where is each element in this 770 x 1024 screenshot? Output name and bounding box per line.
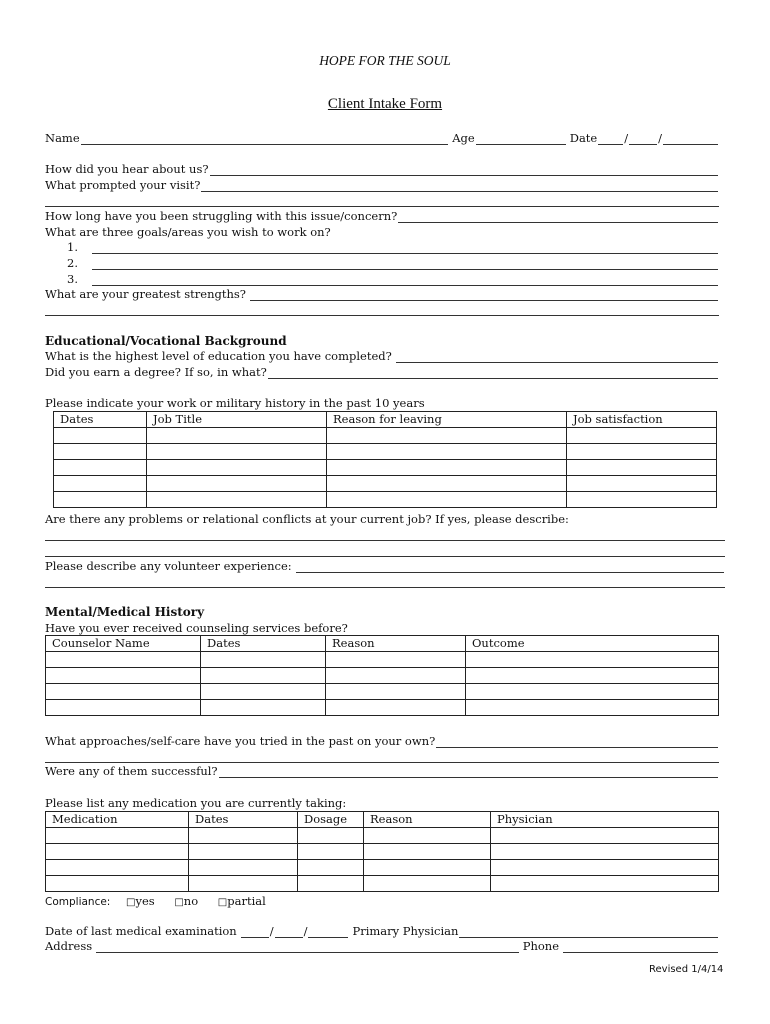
table-cell[interactable] [364, 860, 491, 876]
table-cell[interactable] [491, 860, 719, 876]
exam-month-field[interactable] [241, 926, 269, 938]
organization-name: HOPE FOR THE SOUL [319, 53, 451, 68]
table-cell[interactable] [567, 476, 717, 492]
phone-label: Phone [522, 939, 559, 953]
table-cell[interactable] [189, 860, 298, 876]
work-history-label: Please indicate your work or military history in the past 10 years [45, 396, 425, 410]
table-cell[interactable] [147, 492, 327, 508]
volunteer-field[interactable] [296, 561, 724, 573]
last-exam-row [45, 924, 719, 938]
strengths-extra-line[interactable] [45, 315, 719, 316]
column-header: Dates [201, 636, 326, 652]
table-cell[interactable] [567, 460, 717, 476]
hear-about-row [45, 162, 719, 176]
medical-heading: Mental/Medical History [45, 605, 205, 619]
compliance-label: Compliance: [45, 896, 111, 908]
table-cell[interactable] [466, 668, 719, 684]
goal-2-field[interactable] [92, 258, 718, 270]
goal-number: 1. [67, 240, 78, 254]
job-conflicts-line[interactable] [45, 540, 725, 541]
column-header: Dates [189, 812, 298, 828]
table-cell[interactable] [466, 684, 719, 700]
table-cell[interactable] [364, 828, 491, 844]
table-row [54, 476, 717, 492]
goal-1-row [67, 240, 719, 254]
goals-row [45, 225, 719, 239]
compliance-option-partial[interactable] [218, 894, 266, 908]
column-header: Reason [364, 812, 491, 828]
table-cell[interactable] [326, 668, 466, 684]
table-row [54, 460, 717, 476]
prompted-visit-field[interactable] [201, 180, 718, 192]
column-header: Physician [491, 812, 719, 828]
table-cell[interactable] [147, 460, 327, 476]
table-cell[interactable] [298, 860, 364, 876]
table-row [46, 844, 719, 860]
table-cell[interactable] [46, 860, 189, 876]
column-header: Job satisfaction [567, 412, 717, 428]
revised-date: Revised 1/4/14 [649, 964, 724, 975]
goal-1-field[interactable] [92, 242, 718, 254]
medication-label: Please list any medication you are currently taking: [45, 796, 347, 810]
table-cell[interactable] [491, 828, 719, 844]
address-label: Address [45, 939, 93, 953]
table-cell[interactable] [54, 460, 147, 476]
table-cell[interactable] [327, 460, 567, 476]
table-cell[interactable] [364, 844, 491, 860]
compliance-option-label: yes [135, 894, 155, 908]
table-row [46, 684, 719, 700]
table-row [46, 876, 719, 892]
table-cell[interactable] [46, 668, 201, 684]
date-separator: / [624, 131, 629, 145]
strengths-field[interactable] [250, 289, 718, 301]
table-row [46, 860, 719, 876]
table-cell[interactable] [298, 876, 364, 892]
exam-year-field[interactable] [308, 926, 348, 938]
table-cell[interactable] [327, 476, 567, 492]
compliance-row [45, 894, 266, 908]
table-row [54, 428, 717, 444]
struggling-row [45, 209, 719, 223]
compliance-option-no[interactable] [174, 894, 198, 908]
column-header: Medication [46, 812, 189, 828]
compliance-option-label: partial [227, 894, 266, 908]
goal-3-field[interactable] [92, 274, 718, 286]
volunteer-label: Please describe any volunteer experience: [45, 559, 292, 573]
table-cell[interactable] [147, 428, 327, 444]
table-cell[interactable] [364, 876, 491, 892]
table-row [54, 492, 717, 508]
approaches-row [45, 734, 719, 748]
table-header-row [54, 412, 717, 428]
date-separator: / [658, 131, 662, 145]
age-field[interactable] [476, 133, 566, 145]
table-cell[interactable] [54, 428, 147, 444]
form-title [0, 96, 770, 113]
successful-field[interactable] [219, 766, 718, 778]
work-history-table [53, 411, 717, 508]
goal-number: 3. [67, 272, 78, 286]
counseling-table [45, 635, 719, 716]
degree-field[interactable] [268, 367, 718, 379]
table-cell[interactable] [327, 492, 567, 508]
table-cell[interactable] [567, 492, 717, 508]
goal-3-row [67, 272, 719, 286]
prompted-visit-row [45, 178, 719, 192]
compliance-option-label: no [183, 894, 199, 908]
table-cell[interactable] [491, 876, 719, 892]
strengths-label: What are your greatest strengths? [45, 287, 246, 301]
compliance-option-yes[interactable] [126, 894, 155, 908]
table-cell[interactable] [466, 700, 719, 716]
table-cell[interactable] [147, 444, 327, 460]
table-cell[interactable] [327, 444, 567, 460]
table-cell[interactable] [189, 844, 298, 860]
table-cell[interactable] [326, 700, 466, 716]
table-cell[interactable] [46, 876, 189, 892]
table-cell[interactable] [466, 652, 719, 668]
table-cell[interactable] [46, 652, 201, 668]
table-cell[interactable] [54, 476, 147, 492]
education-level-row [45, 349, 719, 363]
last-exam-label: Date of last medical examination [45, 924, 237, 938]
table-header-row [46, 812, 719, 828]
age-label: Age [452, 131, 475, 145]
table-row [54, 444, 717, 460]
phone-field[interactable] [563, 941, 718, 953]
counseling-label: Have you ever received counseling services before? [45, 621, 348, 635]
approaches-field[interactable] [436, 736, 718, 748]
date-separator: / [303, 924, 308, 938]
column-header: Reason for leaving [327, 412, 567, 428]
struggling-field[interactable] [398, 211, 718, 223]
date-month-field[interactable] [598, 133, 623, 145]
table-row [46, 668, 719, 684]
goal-number: 2. [67, 256, 78, 270]
approaches-label: What approaches/self-care have you tried in the past on your own? [45, 734, 436, 748]
prompted-visit-extra-line[interactable] [45, 206, 719, 207]
column-header: Outcome [466, 636, 719, 652]
exam-day-field[interactable] [275, 926, 303, 938]
column-header: Dates [54, 412, 147, 428]
education-level-field[interactable] [396, 351, 718, 363]
table-cell[interactable] [147, 476, 327, 492]
table-row [46, 828, 719, 844]
column-header: Dosage [298, 812, 364, 828]
volunteer-row [45, 559, 725, 573]
form-title-text: Client Intake Form [327, 96, 443, 112]
primary-physician-label: Primary Physician [352, 924, 459, 938]
table-cell[interactable] [298, 828, 364, 844]
table-cell[interactable] [298, 844, 364, 860]
successful-label: Were any of them successful? [45, 764, 218, 778]
table-row [46, 652, 719, 668]
checkbox-icon[interactable]: □ [126, 897, 136, 908]
table-cell[interactable] [201, 652, 326, 668]
table-cell[interactable] [54, 492, 147, 508]
table-cell[interactable] [491, 844, 719, 860]
table-cell[interactable] [46, 828, 189, 844]
name-age-date-row [45, 131, 719, 145]
prompted-visit-label: What prompted your visit? [45, 178, 201, 192]
table-cell[interactable] [201, 700, 326, 716]
address-field[interactable] [96, 941, 519, 953]
date-year-field[interactable] [663, 133, 718, 145]
successful-row [45, 764, 719, 778]
approaches-extra-line[interactable] [45, 762, 719, 763]
table-cell[interactable] [567, 444, 717, 460]
table-cell[interactable] [201, 684, 326, 700]
column-header: Reason [326, 636, 466, 652]
struggling-label: How long have you been struggling with this issue/concern? [45, 209, 398, 223]
table-cell[interactable] [189, 828, 298, 844]
table-cell[interactable] [46, 700, 201, 716]
name-field[interactable] [81, 133, 449, 145]
strengths-row [45, 287, 719, 301]
hear-about-field[interactable] [210, 164, 718, 176]
hear-about-label: How did you hear about us? [45, 162, 209, 176]
date-label: Date [569, 131, 598, 145]
table-cell[interactable] [327, 428, 567, 444]
goal-2-row [67, 256, 719, 270]
checkbox-icon[interactable]: □ [174, 897, 184, 908]
table-cell[interactable] [326, 652, 466, 668]
job-conflicts-line[interactable] [45, 556, 725, 557]
goals-label: What are three goals/areas you wish to work on? [45, 225, 331, 239]
checkbox-icon[interactable]: □ [217, 897, 228, 908]
education-heading: Educational/Vocational Background [45, 334, 287, 348]
table-cell[interactable] [567, 428, 717, 444]
date-separator: / [269, 924, 274, 938]
primary-physician-field[interactable] [459, 926, 718, 938]
table-cell[interactable] [54, 444, 147, 460]
medication-table [45, 811, 719, 892]
table-row [46, 700, 719, 716]
table-cell[interactable] [326, 684, 466, 700]
education-level-label: What is the highest level of education you have completed? [45, 349, 392, 363]
volunteer-extra-line[interactable] [45, 587, 725, 588]
table-cell[interactable] [46, 684, 201, 700]
column-header: Counselor Name [46, 636, 201, 652]
table-cell[interactable] [46, 844, 189, 860]
table-header-row [46, 636, 719, 652]
table-cell[interactable] [201, 668, 326, 684]
name-label: Name [45, 131, 80, 145]
column-header: Job Title [147, 412, 327, 428]
table-cell[interactable] [189, 876, 298, 892]
degree-label: Did you earn a degree? If so, in what? [45, 365, 267, 379]
address-row [45, 939, 719, 953]
job-conflicts-label: Are there any problems or relational conflicts at your current job? If yes, please describe: [45, 512, 569, 526]
date-day-field[interactable] [629, 133, 657, 145]
degree-row [45, 365, 719, 379]
